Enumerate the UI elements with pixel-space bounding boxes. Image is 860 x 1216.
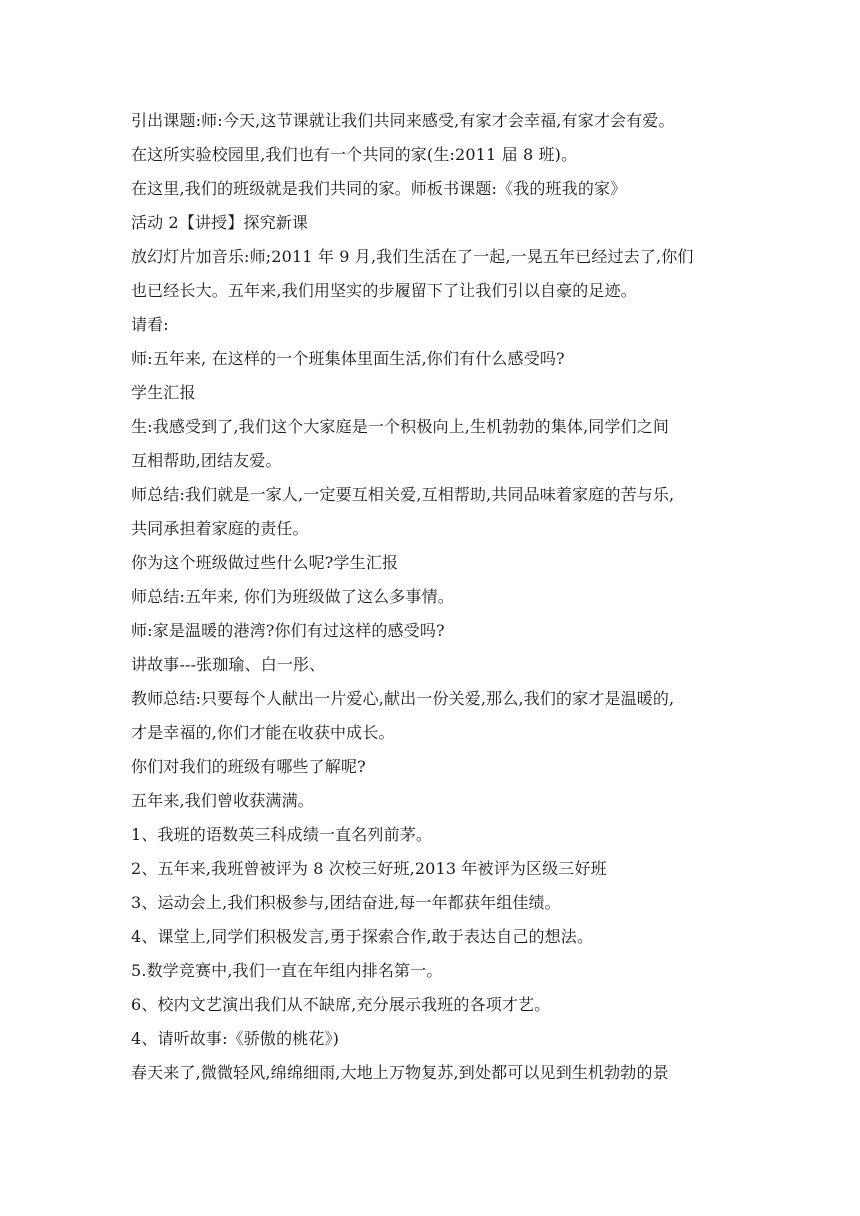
text-line: 引出课题:师:今天,这节课就让我们共同来感受,有家才会幸福,有家才会有爱。: [131, 111, 675, 130]
text-line: 讲故事---张珈瑜、白一彤、: [131, 655, 326, 674]
text-line: 4、请听故事:《骄傲的桃花》): [131, 1029, 340, 1048]
text-line: 在这所实验校园里,我们也有一个共同的家(生:2011 届 8 班)。: [131, 145, 578, 164]
text-line: 才是幸福的,你们才能在收获中成长。: [131, 723, 395, 742]
text-line: 放幻灯片加音乐:师;2011 年 9 月,我们生活在了一起,一晃五年已经过去了,你们: [131, 247, 694, 266]
list-item: 5.数学竞赛中,我们一直在年组内排名第一。: [131, 961, 443, 980]
text-line: 互相帮助,团结友爱。: [131, 451, 282, 470]
text-line: 共同承担着家庭的责任。: [131, 519, 309, 538]
text-line: 生:我感受到了,我们这个大家庭是一个积极向上,生机勃勃的集体,同学们之间: [131, 417, 670, 436]
section-heading: 活动 2【讲授】探究新课: [131, 213, 309, 232]
text-line: 在这里,我们的班级就是我们共同的家。师板书课题:《我的班我的家》: [131, 179, 627, 198]
list-item: 4、课堂上,同学们积极发言,勇于探索合作,敢于表达自己的想法。: [131, 927, 594, 946]
text-line: 师总结:我们就是一家人,一定要互相关爱,互相帮助,共同品味着家庭的苦与乐,: [131, 485, 675, 504]
text-line: 五年来,我们曾收获满满。: [131, 791, 314, 810]
text-line: 教师总结:只要每个人献出一片爱心,献出一份关爱,那么,我们的家才是温暖的,: [131, 689, 675, 708]
text-line: 师总结:五年来, 你们为班级做了这么多事情。: [131, 587, 454, 606]
text-line: 你们对我们的班级有哪些了解呢?: [131, 757, 366, 776]
list-item: 1、我班的语数英三科成绩一直名列前茅。: [131, 825, 433, 844]
list-item: 6、校内文艺演出我们从不缺席,充分展示我班的各项才艺。: [131, 995, 551, 1014]
text-line: 师:五年来, 在这样的一个班集体里面生活,你们有什么感受吗?: [131, 349, 565, 368]
document-body: [131, 104, 737, 1090]
text-line: 请看:: [131, 315, 169, 334]
text-line: 你为这个班级做过些什么呢?学生汇报: [131, 553, 399, 572]
text-line: 也已经长大。五年来,我们用坚实的步履留下了让我们引以自豪的足迹。: [131, 281, 637, 300]
text-line: 师:家是温暖的港湾?你们有过这样的感受吗?: [131, 621, 445, 640]
text-line: 春天来了,微微轻风,绵绵细雨,大地上万物复苏,到处都可以见到生机勃勃的景: [131, 1063, 669, 1082]
list-item: 3、运动会上,我们积极参与,团结奋进,每一年都获年组佳绩。: [131, 893, 561, 912]
list-item: 2、五年来,我班曾被评为 8 次校三好班,2013 年被评为区级三好班: [131, 859, 607, 878]
text-line: 学生汇报: [131, 383, 196, 402]
